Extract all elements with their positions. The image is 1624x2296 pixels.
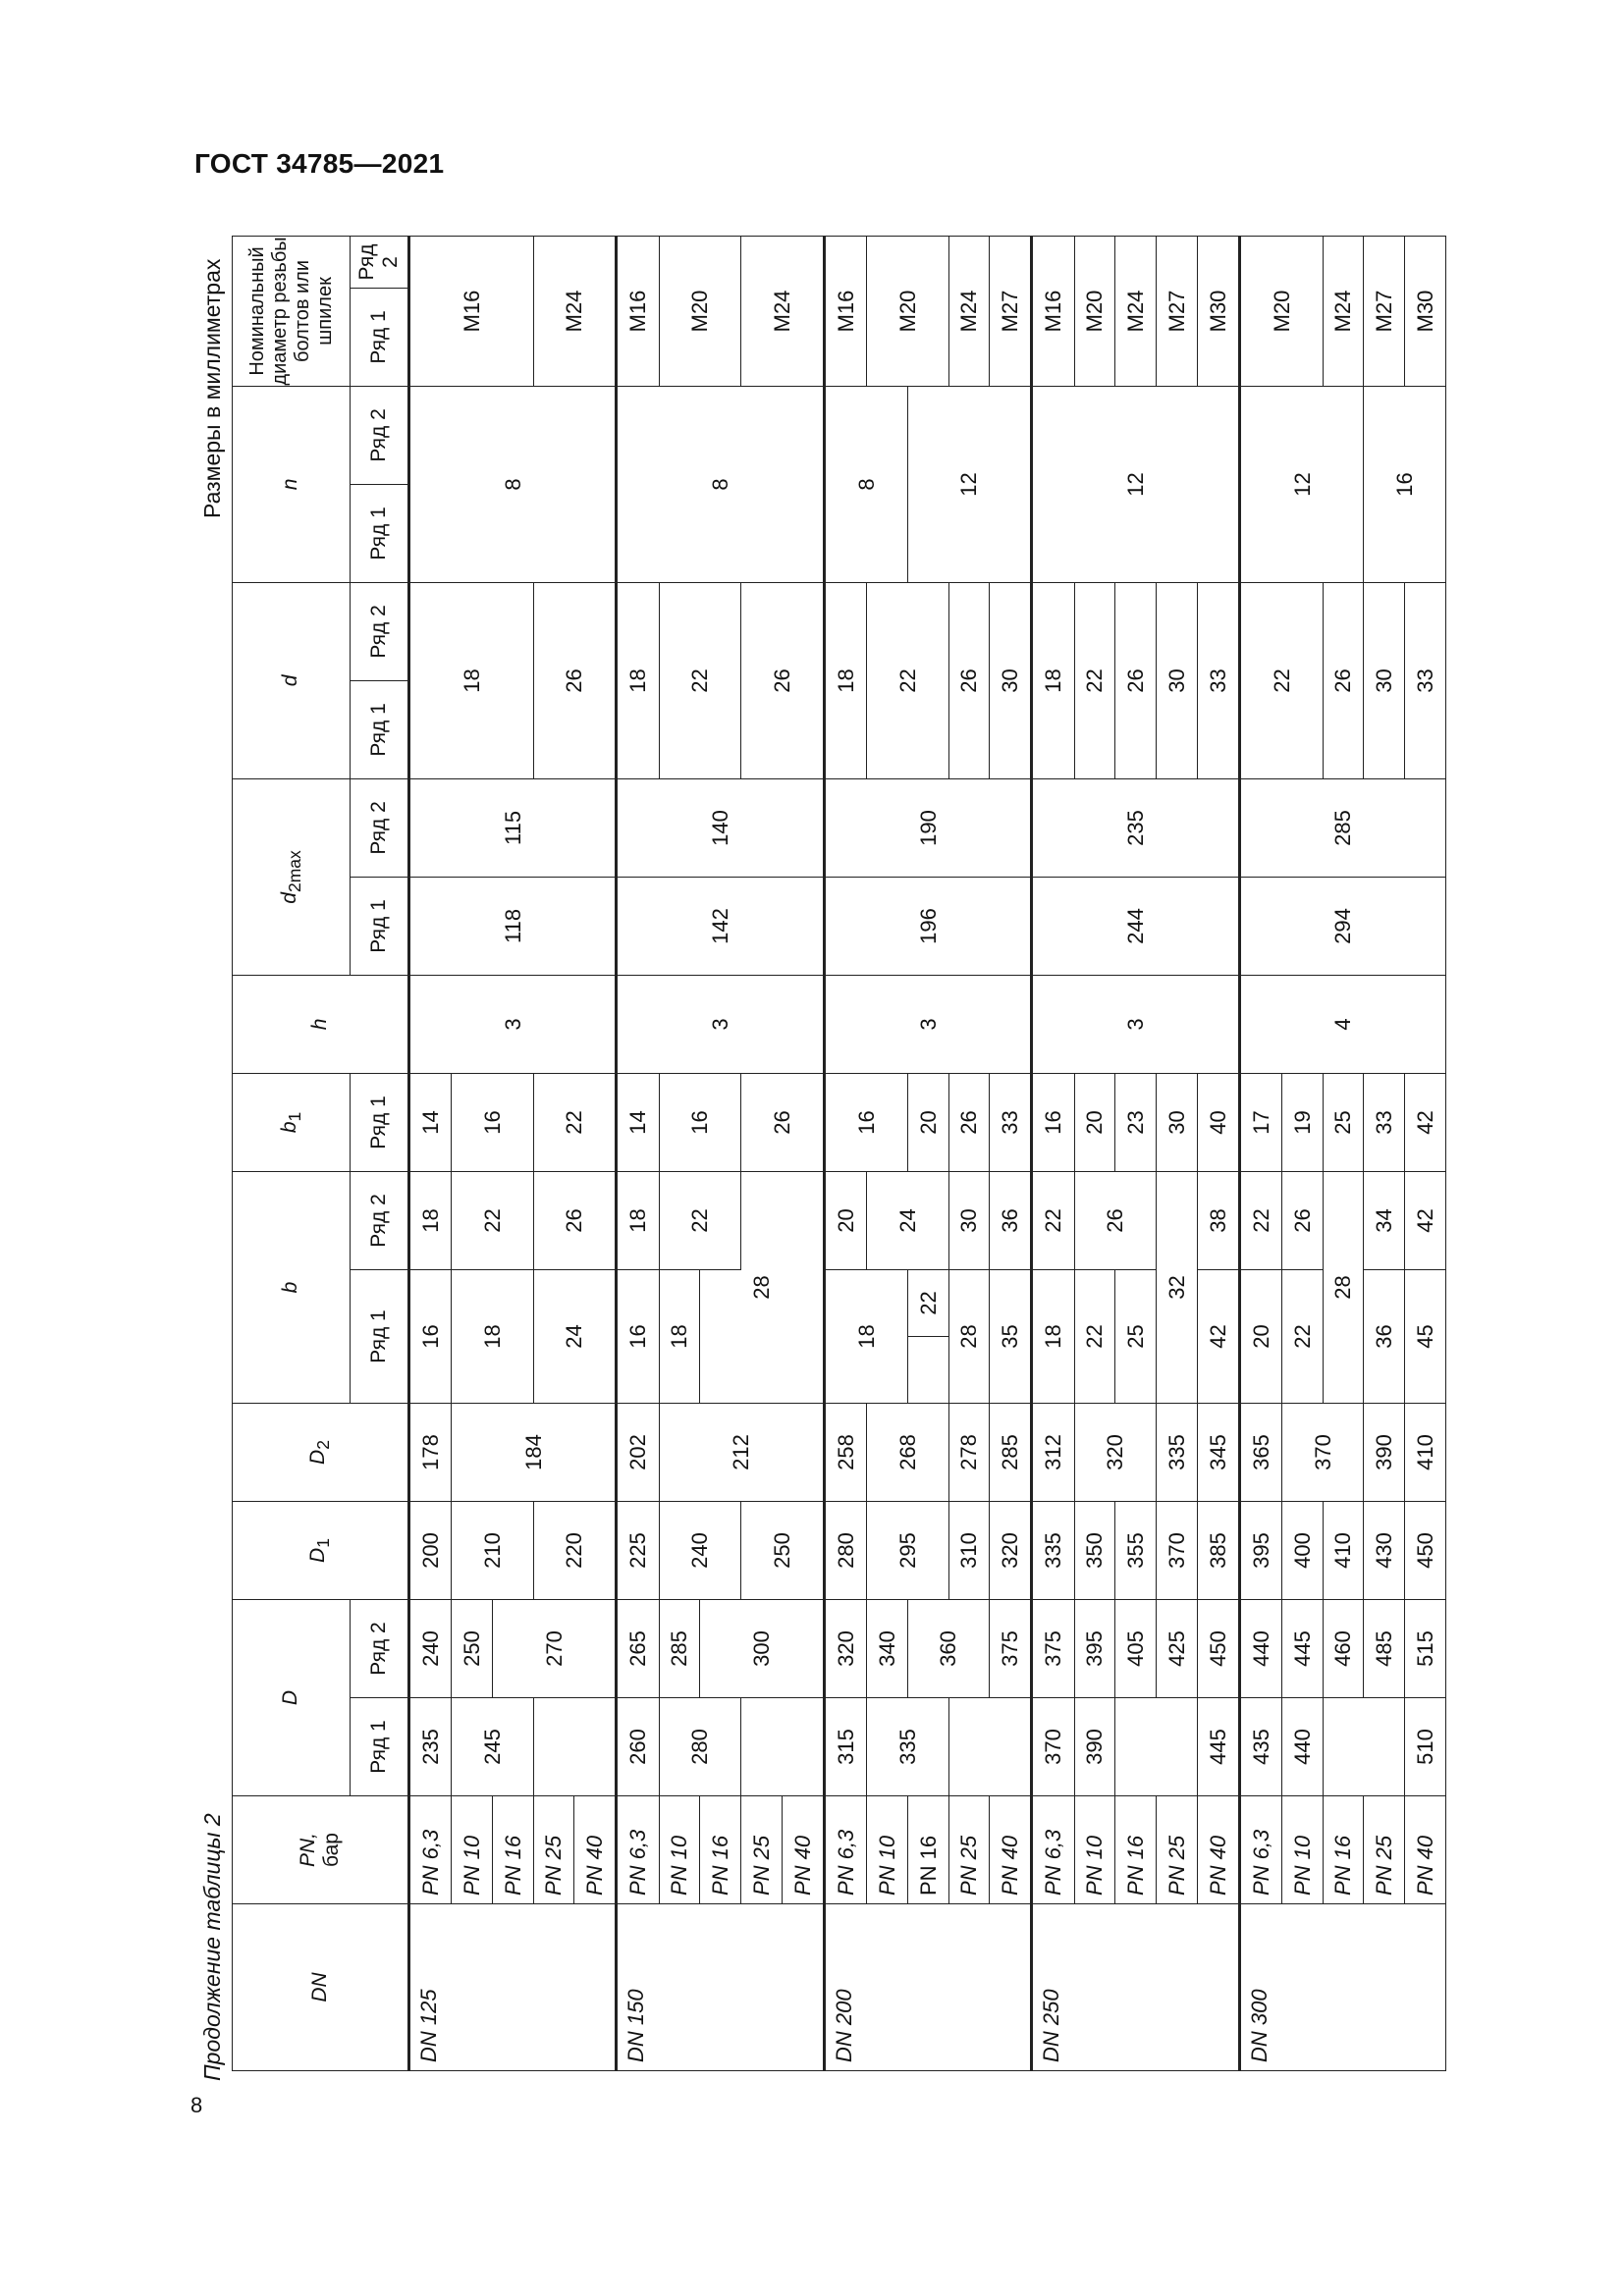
D-row1-cell: 245 bbox=[452, 1698, 533, 1796]
d2max-row2-cell: 140 bbox=[617, 778, 824, 877]
b1-cell: 16 bbox=[452, 1073, 533, 1171]
D2-cell: 390 bbox=[1364, 1403, 1405, 1501]
thread-cell: M30 bbox=[1197, 237, 1239, 387]
b-row1-cell: 16 bbox=[409, 1269, 452, 1403]
d-cell: 26 bbox=[948, 582, 990, 778]
b-row1-cell: 35 bbox=[990, 1269, 1032, 1403]
n-cell: 8 bbox=[824, 386, 907, 582]
b1-cell: 25 bbox=[1323, 1073, 1364, 1171]
d2max-row1-cell: 244 bbox=[1032, 877, 1239, 975]
n-cell: 16 bbox=[1364, 386, 1446, 582]
d-cell: 22 bbox=[1239, 582, 1323, 778]
b-row1-cell-a bbox=[907, 1336, 948, 1403]
D2-cell: 258 bbox=[824, 1403, 866, 1501]
D2-cell: 178 bbox=[409, 1403, 452, 1501]
col-D1-label: D bbox=[306, 1547, 330, 1563]
b-row2-cell: 24 bbox=[867, 1171, 948, 1269]
D2-cell: 212 bbox=[659, 1403, 824, 1501]
col-D-row2: Ряд 2 bbox=[351, 1599, 409, 1697]
col-d-row1: Ряд 1 bbox=[351, 680, 409, 778]
d2max-row1-cell: 118 bbox=[409, 877, 617, 975]
pn-cell: PN 40 bbox=[574, 1796, 617, 1904]
d2max-row2-cell: 190 bbox=[824, 778, 1031, 877]
col-thread: Номинальный диаметр резьбы болтов или шпилек bbox=[233, 237, 351, 387]
b1-cell: 20 bbox=[907, 1073, 948, 1171]
pn-cell: PN 10 bbox=[867, 1796, 908, 1904]
col-D2 bbox=[233, 1403, 409, 1501]
d-cell: 26 bbox=[1323, 582, 1364, 778]
table-row bbox=[1364, 237, 1405, 2071]
thread-cell: M24 bbox=[741, 237, 825, 387]
D-row1-cell: 390 bbox=[1074, 1698, 1115, 1796]
D-row2-cell: 440 bbox=[1239, 1599, 1281, 1697]
D2-cell: 365 bbox=[1239, 1403, 1281, 1501]
D2-cell: 335 bbox=[1156, 1403, 1197, 1501]
d-cell: 22 bbox=[1074, 582, 1115, 778]
n-cell: 12 bbox=[1032, 386, 1239, 582]
D2-cell: 312 bbox=[1032, 1403, 1074, 1501]
b1-cell: 26 bbox=[948, 1073, 990, 1171]
D2-cell: 184 bbox=[452, 1403, 617, 1501]
b-row2-cell: 22 bbox=[452, 1171, 533, 1269]
table-row bbox=[617, 237, 659, 2071]
table-row bbox=[1239, 237, 1281, 2071]
col-dn: DN bbox=[233, 1904, 409, 2071]
d2max-row1-cell: 142 bbox=[617, 877, 824, 975]
col-pn-label: PN, bbox=[296, 1833, 319, 1868]
D1-cell: 320 bbox=[990, 1501, 1032, 1599]
table-row bbox=[907, 237, 948, 2071]
flange-dimensions-table bbox=[232, 236, 1446, 2071]
b-row2-cell: 22 bbox=[1032, 1171, 1074, 1269]
b1-cell: 33 bbox=[990, 1073, 1032, 1171]
col-b-row2: Ряд 2 bbox=[351, 1171, 409, 1269]
pn-cell: PN 10 bbox=[1282, 1796, 1324, 1904]
thread-cell: M20 bbox=[1074, 237, 1115, 387]
col-d2max-row2: Ряд 2 bbox=[351, 778, 409, 877]
D-row2-cell: 395 bbox=[1074, 1599, 1115, 1697]
pn-cell: PN 10 bbox=[452, 1796, 493, 1904]
col-D1 bbox=[233, 1501, 409, 1599]
page-number: 8 bbox=[190, 2093, 203, 2117]
b1-cell: 42 bbox=[1405, 1073, 1446, 1171]
b-row2-cell: 34 bbox=[1364, 1171, 1405, 1269]
b-row2-cell: 30 bbox=[948, 1171, 990, 1269]
pn-cell: PN 10 bbox=[659, 1796, 700, 1904]
col-d2max-label: d bbox=[277, 892, 300, 904]
D-row2-cell: 515 bbox=[1405, 1599, 1446, 1697]
b-row1-cell: 16 bbox=[617, 1269, 659, 1403]
b-row1-cell: 22 bbox=[907, 1269, 948, 1336]
D-row1-cell: 315 bbox=[824, 1698, 866, 1796]
D-row2-cell: 320 bbox=[824, 1599, 866, 1697]
col-thread-row2: Ряд 2 bbox=[351, 237, 409, 289]
b1-cell: 40 bbox=[1197, 1073, 1239, 1171]
b1-cell: 14 bbox=[409, 1073, 452, 1171]
dn-cell: DN 125 bbox=[409, 1904, 617, 2071]
pn-cell: PN 16 bbox=[907, 1796, 948, 1904]
h-cell: 3 bbox=[617, 975, 824, 1073]
pn-cell: PN 25 bbox=[948, 1796, 990, 1904]
col-b1-row1: Ряд 1 bbox=[351, 1073, 409, 1171]
b-merged-cell: 32 bbox=[1156, 1171, 1197, 1403]
d-cell: 26 bbox=[533, 582, 617, 778]
D-row1-cell bbox=[1323, 1698, 1404, 1796]
col-D1-sub: 1 bbox=[313, 1538, 334, 1548]
b1-cell: 20 bbox=[1074, 1073, 1115, 1171]
pn-cell: PN 16 bbox=[1115, 1796, 1157, 1904]
D1-cell: 225 bbox=[617, 1501, 659, 1599]
b-row1-cell: 45 bbox=[1405, 1269, 1446, 1403]
D1-cell: 395 bbox=[1239, 1501, 1281, 1599]
pn-cell: PN 6,3 bbox=[409, 1796, 452, 1904]
D1-cell: 450 bbox=[1405, 1501, 1446, 1599]
dn-cell: DN 200 bbox=[824, 1904, 1031, 2071]
D-row1-cell: 445 bbox=[1197, 1698, 1239, 1796]
D-row2-cell: 360 bbox=[907, 1599, 989, 1697]
b1-cell: 26 bbox=[741, 1073, 825, 1171]
b1-cell: 17 bbox=[1239, 1073, 1281, 1171]
pn-cell: PN 25 bbox=[741, 1796, 783, 1904]
b-row2-cell: 22 bbox=[1239, 1171, 1281, 1269]
col-h: h bbox=[233, 975, 409, 1073]
b-row1-cell: 20 bbox=[1239, 1269, 1281, 1403]
D2-cell: 370 bbox=[1282, 1403, 1364, 1501]
D-row1-cell: 440 bbox=[1282, 1698, 1324, 1796]
D-row1-cell bbox=[741, 1698, 825, 1796]
rotated-table-container bbox=[232, 236, 1446, 2071]
b-row1-cell: 28 bbox=[948, 1269, 990, 1403]
col-d-row2: Ряд 2 bbox=[351, 582, 409, 680]
D1-cell: 355 bbox=[1115, 1501, 1157, 1599]
D-row2-cell: 270 bbox=[492, 1599, 617, 1697]
D1-cell: 210 bbox=[452, 1501, 533, 1599]
thread-cell: M20 bbox=[867, 237, 948, 387]
b-row1-cell: 22 bbox=[1282, 1269, 1324, 1403]
thread-cell: M24 bbox=[1323, 237, 1364, 387]
col-d2max-row1: Ряд 1 bbox=[351, 877, 409, 975]
b-row2-cell: 20 bbox=[824, 1171, 866, 1269]
b-row1-cell: 24 bbox=[533, 1269, 617, 1403]
d2max-row1-cell: 294 bbox=[1239, 877, 1445, 975]
col-b-row1: Ряд 1 bbox=[351, 1269, 409, 1403]
units-note: Размеры в миллиметрах bbox=[199, 258, 225, 518]
pn-cell: PN 25 bbox=[533, 1796, 574, 1904]
D2-cell: 410 bbox=[1405, 1403, 1446, 1501]
D1-cell: 240 bbox=[659, 1501, 740, 1599]
b-row1-cell: 18 bbox=[1032, 1269, 1074, 1403]
D1-cell: 400 bbox=[1282, 1501, 1324, 1599]
d-cell: 18 bbox=[824, 582, 866, 778]
dn-cell: DN 150 bbox=[617, 1904, 824, 2071]
D-row2-cell: 485 bbox=[1364, 1599, 1405, 1697]
b1-cell: 14 bbox=[617, 1073, 659, 1171]
b-merged-cell: 28 bbox=[1323, 1171, 1364, 1403]
table-caption: Продолжение таблицы 2 bbox=[199, 1813, 225, 2081]
n-cell: 8 bbox=[617, 386, 824, 582]
D-row1-cell: 235 bbox=[409, 1698, 452, 1796]
D1-cell: 220 bbox=[533, 1501, 617, 1599]
pn-cell: PN 16 bbox=[700, 1796, 741, 1904]
b-row2-cell: 38 bbox=[1197, 1171, 1239, 1269]
d-cell: 33 bbox=[1405, 582, 1446, 778]
pn-cell: PN 6,3 bbox=[1032, 1796, 1074, 1904]
b1-cell: 23 bbox=[1115, 1073, 1157, 1171]
b1-cell: 33 bbox=[1364, 1073, 1405, 1171]
d-cell: 18 bbox=[1032, 582, 1074, 778]
D2-cell: 202 bbox=[617, 1403, 659, 1501]
thread-cell: M16 bbox=[617, 237, 659, 387]
b-row2-cell: 42 bbox=[1405, 1171, 1446, 1269]
pn-cell: PN 25 bbox=[1156, 1796, 1197, 1904]
D-row2-cell: 375 bbox=[1032, 1599, 1074, 1697]
D1-cell: 335 bbox=[1032, 1501, 1074, 1599]
D-row2-cell: 265 bbox=[617, 1599, 659, 1697]
col-d2max bbox=[233, 778, 351, 975]
b-row2-cell: 26 bbox=[1282, 1171, 1324, 1269]
n-cell: 12 bbox=[907, 386, 1032, 582]
pn-cell: PN 6,3 bbox=[617, 1796, 659, 1904]
thread-cell: M20 bbox=[659, 237, 740, 387]
D2-cell: 278 bbox=[948, 1403, 990, 1501]
col-pn bbox=[233, 1796, 409, 1904]
d2max-row1-cell: 196 bbox=[824, 877, 1031, 975]
D1-cell: 200 bbox=[409, 1501, 452, 1599]
b-row2-cell: 22 bbox=[659, 1171, 740, 1269]
d-cell: 26 bbox=[1115, 582, 1157, 778]
col-D2-sub: 2 bbox=[313, 1440, 334, 1450]
D-row2-cell: 445 bbox=[1282, 1599, 1324, 1697]
thread-cell: M27 bbox=[1156, 237, 1197, 387]
col-d: d bbox=[233, 582, 351, 778]
col-thread-row1: Ряд 1 bbox=[351, 288, 409, 386]
n-cell: 8 bbox=[409, 386, 617, 582]
col-d2max-sub: 2max bbox=[285, 850, 305, 892]
col-D: D bbox=[233, 1599, 351, 1795]
n-cell: 12 bbox=[1239, 386, 1364, 582]
pn-cell: PN 40 bbox=[782, 1796, 824, 1904]
col-b: b bbox=[233, 1171, 351, 1403]
D-row1-cell: 435 bbox=[1239, 1698, 1281, 1796]
D1-cell: 310 bbox=[948, 1501, 990, 1599]
D-row2-cell: 375 bbox=[990, 1599, 1032, 1697]
pn-cell: PN 6,3 bbox=[1239, 1796, 1281, 1904]
b1-cell: 16 bbox=[824, 1073, 907, 1171]
b1-cell: 30 bbox=[1156, 1073, 1197, 1171]
D-row2-cell: 425 bbox=[1156, 1599, 1197, 1697]
D-row2-cell: 250 bbox=[452, 1599, 493, 1697]
col-D2-label: D bbox=[306, 1449, 330, 1465]
pn-cell: PN 16 bbox=[492, 1796, 533, 1904]
d-cell: 18 bbox=[409, 582, 534, 778]
b1-cell: 16 bbox=[1032, 1073, 1074, 1171]
b-row2-cell: 18 bbox=[617, 1171, 659, 1269]
b-row1-cell: 42 bbox=[1197, 1269, 1239, 1403]
d-cell: 26 bbox=[741, 582, 825, 778]
D-row2-cell: 285 bbox=[659, 1599, 700, 1697]
D1-cell: 250 bbox=[741, 1501, 825, 1599]
pn-cell: PN 6,3 bbox=[824, 1796, 866, 1904]
D-row2-cell: 240 bbox=[409, 1599, 452, 1697]
thread-cell: M27 bbox=[990, 237, 1032, 387]
h-cell: 3 bbox=[1032, 975, 1239, 1073]
pn-cell: PN 16 bbox=[1323, 1796, 1364, 1904]
dn-cell: DN 300 bbox=[1239, 1904, 1445, 2071]
b1-cell: 22 bbox=[533, 1073, 617, 1171]
thread-cell: M16 bbox=[409, 237, 534, 387]
col-D-row1: Ряд 1 bbox=[351, 1698, 409, 1796]
thread-cell: M16 bbox=[824, 237, 866, 387]
col-b1 bbox=[233, 1073, 351, 1171]
D2-cell: 345 bbox=[1197, 1403, 1239, 1501]
pn-cell: PN 40 bbox=[990, 1796, 1032, 1904]
pn-cell: PN 40 bbox=[1405, 1796, 1446, 1904]
b-row2-cell: 18 bbox=[409, 1171, 452, 1269]
d-cell: 30 bbox=[990, 582, 1032, 778]
h-cell: 3 bbox=[409, 975, 617, 1073]
d2max-row2-cell: 235 bbox=[1032, 778, 1239, 877]
col-b1-sub: 1 bbox=[285, 1111, 305, 1122]
dn-cell: DN 250 bbox=[1032, 1904, 1239, 2071]
D2-cell: 268 bbox=[867, 1403, 948, 1501]
d-cell: 22 bbox=[659, 582, 740, 778]
b-row1-cell: 22 bbox=[1074, 1269, 1115, 1403]
d-cell: 22 bbox=[867, 582, 948, 778]
D-row2-cell: 340 bbox=[867, 1599, 908, 1697]
D-row1-cell bbox=[948, 1698, 1032, 1796]
D1-cell: 350 bbox=[1074, 1501, 1115, 1599]
D1-cell: 295 bbox=[867, 1501, 948, 1599]
D1-cell: 410 bbox=[1323, 1501, 1364, 1599]
b-row1-cell: 18 bbox=[452, 1269, 533, 1403]
d-cell: 18 bbox=[617, 582, 659, 778]
D-row1-cell: 370 bbox=[1032, 1698, 1074, 1796]
D-row1-cell: 260 bbox=[617, 1698, 659, 1796]
thread-cell: M16 bbox=[1032, 237, 1074, 387]
thread-cell: M27 bbox=[1364, 237, 1405, 387]
thread-cell: M24 bbox=[533, 237, 617, 387]
pn-cell: PN 40 bbox=[1197, 1796, 1239, 1904]
h-cell: 4 bbox=[1239, 975, 1445, 1073]
D-row2-cell: 450 bbox=[1197, 1599, 1239, 1697]
D2-cell: 320 bbox=[1074, 1403, 1156, 1501]
col-n: n bbox=[233, 386, 351, 582]
standard-number: ГОСТ 34785—2021 bbox=[194, 148, 445, 179]
D-row2-cell: 300 bbox=[700, 1599, 825, 1697]
D-row2-cell: 460 bbox=[1323, 1599, 1364, 1697]
col-n-row2: Ряд 2 bbox=[351, 386, 409, 484]
b-row1-cell: 18 bbox=[659, 1269, 700, 1403]
b-row1-cell: 25 bbox=[1115, 1269, 1157, 1403]
table-row bbox=[409, 237, 452, 2071]
d-cell: 30 bbox=[1364, 582, 1405, 778]
D-row1-cell bbox=[533, 1698, 617, 1796]
b-row2-cell: 36 bbox=[990, 1171, 1032, 1269]
pn-cell: PN 10 bbox=[1074, 1796, 1115, 1904]
col-pn-unit: бар bbox=[320, 1833, 343, 1867]
D2-cell: 285 bbox=[990, 1403, 1032, 1501]
table-row bbox=[824, 237, 866, 2071]
thread-cell: M24 bbox=[1115, 237, 1157, 387]
D-row2-cell: 405 bbox=[1115, 1599, 1157, 1697]
b-merged-cell: 28 bbox=[700, 1171, 825, 1403]
D-row1-cell bbox=[1115, 1698, 1197, 1796]
pn-cell: PN 25 bbox=[1364, 1796, 1405, 1904]
D-row1-cell: 510 bbox=[1405, 1698, 1446, 1796]
D1-cell: 370 bbox=[1156, 1501, 1197, 1599]
d-cell: 30 bbox=[1156, 582, 1197, 778]
D-row1-cell: 280 bbox=[659, 1698, 740, 1796]
D1-cell: 280 bbox=[824, 1501, 866, 1599]
D1-cell: 430 bbox=[1364, 1501, 1405, 1599]
b-row2-cell: 26 bbox=[533, 1171, 617, 1269]
b-row1-cell: 36 bbox=[1364, 1269, 1405, 1403]
thread-cell: M30 bbox=[1405, 237, 1446, 387]
thread-cell: M24 bbox=[948, 237, 990, 387]
b-row1-cell: 18 bbox=[824, 1269, 907, 1403]
d2max-row2-cell: 285 bbox=[1239, 778, 1445, 877]
col-n-row1: Ряд 1 bbox=[351, 484, 409, 582]
D-row1-cell: 335 bbox=[867, 1698, 948, 1796]
D1-cell: 385 bbox=[1197, 1501, 1239, 1599]
table-row bbox=[1032, 237, 1074, 2071]
d2max-row2-cell: 115 bbox=[409, 778, 617, 877]
col-b1-label: b bbox=[277, 1121, 300, 1134]
b1-cell: 19 bbox=[1282, 1073, 1324, 1171]
thread-cell: M20 bbox=[1239, 237, 1323, 387]
h-cell: 3 bbox=[824, 975, 1031, 1073]
b1-cell: 16 bbox=[659, 1073, 740, 1171]
b-row2-cell: 26 bbox=[1074, 1171, 1156, 1269]
d-cell: 33 bbox=[1197, 582, 1239, 778]
